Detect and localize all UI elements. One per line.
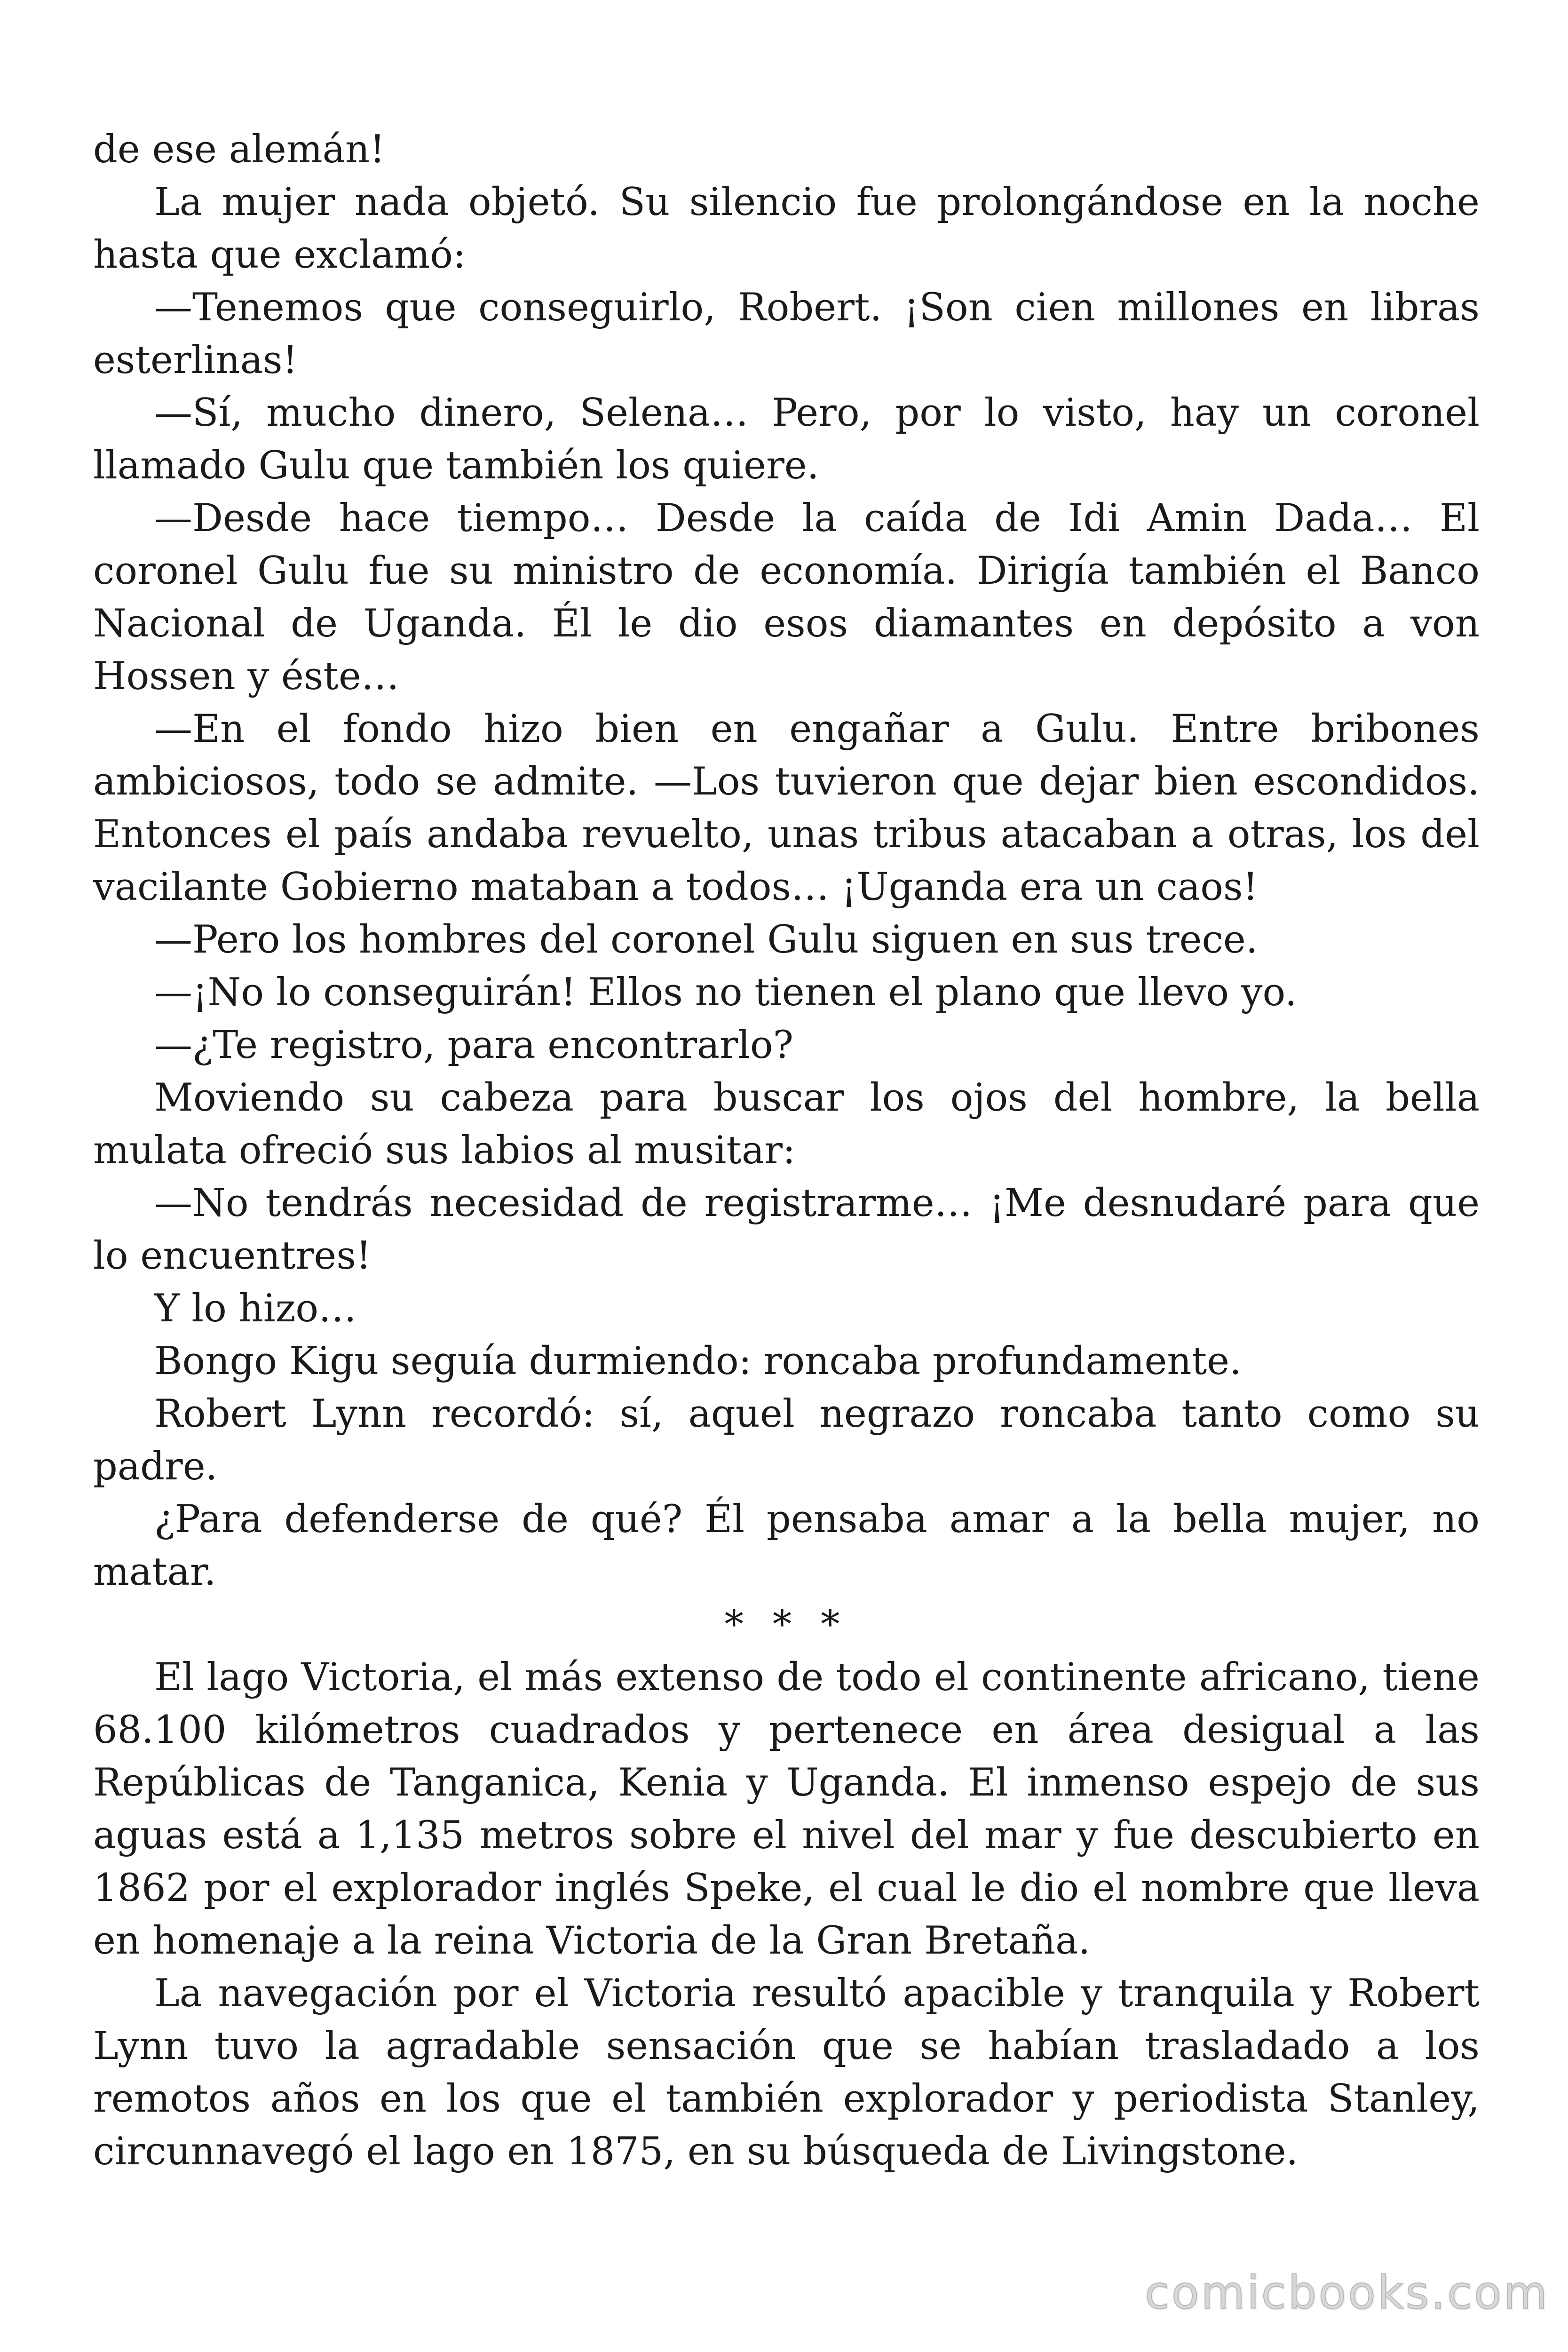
paragraph: La mujer nada objetó. Su silencio fue prolongándose en la noche hasta que exclamó: <box>93 180 1480 277</box>
paragraph: —No tendrás necesidad de registrarme… ¡Me desnudaré para que lo encuentres! <box>93 1181 1480 1278</box>
watermark: comicbooks.com <box>1144 2266 1549 2319</box>
paragraph: —Pero los hombres del coronel Gulu siguen en sus trece. <box>154 918 1258 962</box>
paragraph: —En el fondo hizo bien en engañar a Gulu. Entre bribones ambiciosos, todo se admite. —Los tuvieron que dejar bien escondidos. Entonces el país andaba revuelto, unas tribus atacaban a otras, los del vacilante Gobierno mataban a todos… ¡Uganda era un caos! <box>93 707 1480 909</box>
paragraph: —Tenemos que conseguirlo, Robert. ¡Son cien millones en libras esterlinas! <box>93 286 1480 382</box>
paragraph: de ese alemán! <box>93 127 385 172</box>
paragraph: —¿Te registro, para encontrarlo? <box>154 1023 794 1067</box>
paragraph: —Desde hace tiempo… Desde la caída de Idi Amin Dada… El coronel Gulu fue su ministro de economía. Dirigía también el Banco Nacional de Uganda. Él le dio esos diamantes en depósito a von Hossen y éste… <box>93 496 1480 699</box>
paragraph: La navegación por el Victoria resultó apacible y tranquila y Robert Lynn tuvo la agradable sensación que se habían trasladado a los remotos años en los que el también explorador y periodista Stanley, circunnavegó el lago en 1875, en su búsqueda de Livingstone. <box>93 1971 1480 2174</box>
paragraph: El lago Victoria, el más extenso de todo el continente africano, tiene 68.100 kilómetros cuadrados y pertenece en área desigual a las Repúblicas de Tanganica, Kenia y Uganda. El inmenso espejo de sus aguas está a 1,135 metros sobre el nivel del mar y fue descubierto en 1862 por el explorador inglés Speke, el cual le dio el nombre que lleva en homenaje a la reina Victoria de la Gran Bretaña. <box>93 1655 1480 1963</box>
book-page <box>93 0 1480 2352</box>
section-separator: * * * <box>724 1603 848 1647</box>
paragraph: ¿Para defenderse de qué? Él pensaba amar a la bella mujer, no matar. <box>93 1497 1480 1594</box>
paragraph: —¡No lo conseguirán! Ellos no tienen el plano que llevo yo. <box>154 970 1297 1015</box>
paragraph: —Sí, mucho dinero, Selena… Pero, por lo visto, hay un coronel llamado Gulu que también los quiere. <box>93 391 1480 488</box>
paragraph: Moviendo su cabeza para buscar los ojos del hombre, la bella mulata ofreció sus labios al musitar: <box>93 1076 1480 1173</box>
paragraph: Bongo Kigu seguía durmiendo: roncaba profundamente. <box>154 1339 1242 1383</box>
paragraph: Robert Lynn recordó: sí, aquel negrazo roncaba tanto como su padre. <box>93 1392 1480 1489</box>
body-text <box>93 123 1480 2178</box>
paragraph: Y lo hizo… <box>154 1287 357 1331</box>
